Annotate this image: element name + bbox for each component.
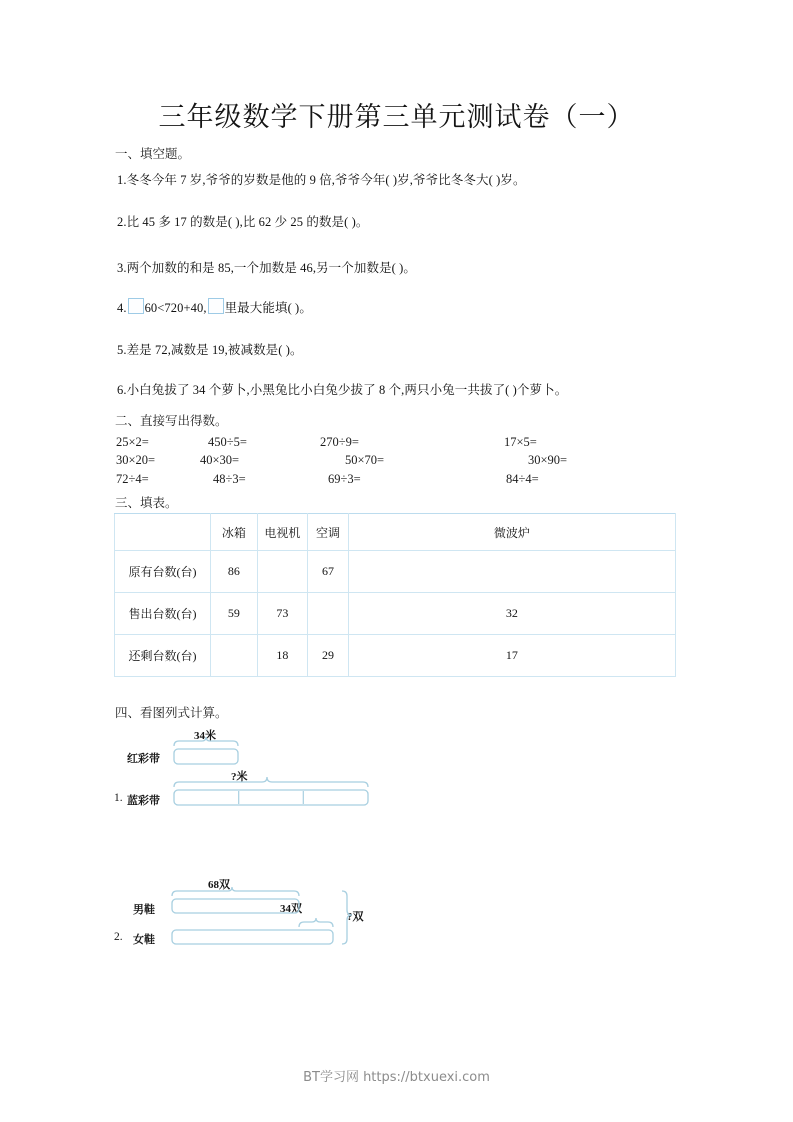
footer-watermark: BT学习网 https://btxuexi.com — [303, 1070, 490, 1085]
table-row — [115, 593, 676, 635]
row-label-remaining: 还剩台数(台) — [115, 635, 211, 677]
calc-item-r0c0: 25×2= — [116, 435, 149, 449]
question-2: 2.比 45 多 17 的数是( ),比 62 少 25 的数是( )。 — [117, 215, 369, 229]
appliance-table — [114, 513, 676, 677]
question-4-prefix: 4. — [117, 301, 127, 315]
mens-shoes-brace — [172, 887, 299, 896]
section-heading-oral-calc: 二、直接写出得数。 — [115, 414, 228, 428]
cell-r1c1[interactable]: 73 — [257, 593, 308, 635]
section-heading-fill-in-blank: 一、填空题。 — [115, 147, 191, 161]
cell-r0c1[interactable] — [257, 551, 308, 593]
question-4-middle: 60<720+40, — [144, 301, 207, 315]
cell-r1c3[interactable]: 32 — [348, 593, 675, 635]
cell-r2c3[interactable]: 17 — [348, 635, 675, 677]
table-header-tv: 电视机 — [257, 514, 308, 551]
blue-ribbon-bar — [174, 790, 368, 805]
cell-r2c1[interactable]: 18 — [257, 635, 308, 677]
row-label-original: 原有台数(台) — [115, 551, 211, 593]
page-title: 三年级数学下册第三单元测试卷（一） — [158, 102, 635, 132]
calc-item-r2c1: 48÷3= — [213, 472, 246, 486]
mens-shoes-label: 男鞋 — [133, 904, 155, 916]
womens-shoes-label: 女鞋 — [133, 934, 155, 946]
calc-item-r2c2: 69÷3= — [328, 472, 361, 486]
mens-shoes-value: 68双 — [208, 879, 230, 891]
blue-ribbon-value: ?米 — [231, 771, 248, 783]
cell-r2c0[interactable] — [211, 635, 258, 677]
calc-item-r0c2: 270÷9= — [320, 435, 359, 449]
calc-item-r2c3: 84÷4= — [506, 472, 539, 486]
blue-ribbon-label: 蓝彩带 — [127, 795, 160, 807]
calc-item-r1c2: 50×70= — [345, 453, 385, 467]
womens-shoes-bar — [172, 930, 333, 944]
calc-item-r0c1: 450÷5= — [208, 435, 247, 449]
red-ribbon-brace — [174, 737, 238, 746]
table-header-microwave: 微波炉 — [348, 514, 675, 551]
diagram-item-number-2: 2. — [114, 931, 123, 943]
square-blank-icon-2[interactable] — [208, 298, 224, 314]
red-ribbon-bar — [174, 749, 238, 764]
question-5: 5.差是 72,减数是 19,被减数是( )。 — [117, 343, 303, 357]
red-ribbon-label: 红彩带 — [127, 753, 160, 765]
calc-item-r1c1: 40×30= — [200, 453, 240, 467]
question-4-suffix: 里最大能填( )。 — [224, 301, 312, 315]
blue-ribbon-brace — [174, 777, 368, 787]
section-heading-table: 三、填表。 — [115, 496, 178, 510]
question-3: 3.两个加数的和是 85,一个加数是 46,另一个加数是( )。 — [117, 261, 417, 275]
calc-item-r1c0: 30×20= — [116, 453, 156, 467]
table-row — [115, 635, 676, 677]
difference-value: 34双 — [280, 903, 302, 915]
cell-r0c2[interactable]: 67 — [308, 551, 349, 593]
table-header-corner — [115, 514, 211, 551]
cell-r0c3[interactable] — [348, 551, 675, 593]
question-6: 6.小白兔拔了 34 个萝卜,小黑兔比小白兔少拔了 8 个,两只小兔一共拔了( )个萝卜。 — [117, 383, 568, 397]
total-brace — [342, 891, 352, 944]
table-header-row — [115, 514, 676, 551]
question-4 — [117, 298, 312, 316]
calc-item-r1c3: 30×90= — [528, 453, 568, 467]
shoe-bars-svg — [114, 876, 414, 956]
mens-shoes-bar — [172, 899, 299, 913]
ribbon-bars-svg — [114, 722, 474, 812]
diagram-ribbons — [114, 722, 474, 812]
cell-r1c2[interactable] — [308, 593, 349, 635]
section-heading-diagram: 四、看图列式计算。 — [115, 706, 228, 720]
question-1: 1.冬冬今年 7 岁,爷爷的岁数是他的 9 倍,爷爷今年( )岁,爷爷比冬冬大( )岁。 — [117, 173, 526, 187]
difference-brace — [299, 918, 333, 927]
table-header-ac: 空调 — [308, 514, 349, 551]
calc-item-r2c0: 72÷4= — [116, 472, 149, 486]
row-label-sold: 售出台数(台) — [115, 593, 211, 635]
cell-r0c0[interactable]: 86 — [211, 551, 258, 593]
calc-item-r0c3: 17×5= — [504, 435, 537, 449]
cell-r1c0[interactable]: 59 — [211, 593, 258, 635]
red-ribbon-value: 34米 — [194, 730, 216, 742]
table-row — [115, 551, 676, 593]
square-blank-icon-1[interactable] — [128, 298, 144, 314]
diagram-shoes — [114, 876, 414, 956]
total-shoes-value: ?双 — [347, 911, 364, 923]
table-header-fridge: 冰箱 — [211, 514, 258, 551]
diagram-item-number-1: 1. — [114, 792, 123, 804]
cell-r2c2[interactable]: 29 — [308, 635, 349, 677]
